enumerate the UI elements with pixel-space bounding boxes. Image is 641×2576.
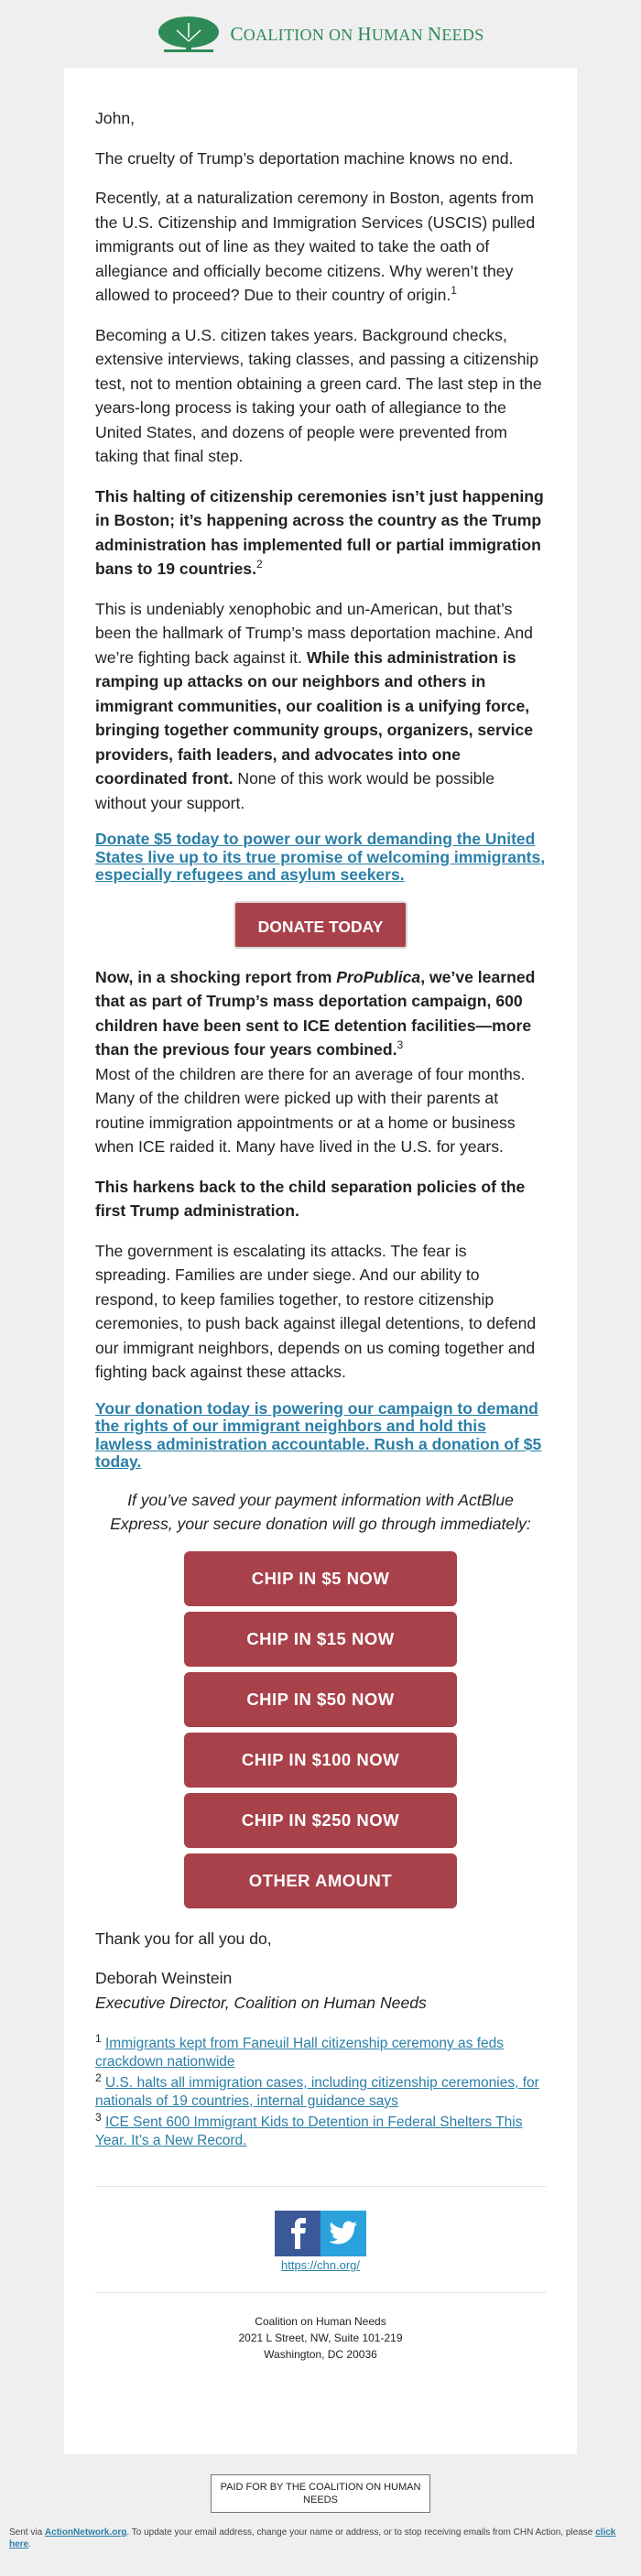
paragraph-4: This halting of citizenship ceremonies isn’t just happening in Boston; it’s happening across the country as the Trump administration has implemented full or partial immigration bans to 19 countries.$^2$ — [95, 486, 544, 578]
other-amount-button[interactable]: OTHER AMOUNT — [184, 1853, 457, 1908]
divider-2 — [95, 2292, 546, 2293]
paragraph-8: The government is escalating its attacks. The fear is spreading. Families are under siege. And our ability to respond, to keep families together, to restore citizenship ceremonies, to push back against illegal detentions, to defend our immigrant neighbors, depends on us coming together and fighting back against these attacks. — [95, 1241, 537, 1381]
paragraph-3: Becoming a U.S. citizen takes years. Background checks, extensive interviews, taking classes, and passing a citizenship test, not to mention obtaining a green card. The last step in the years-long process is taking your oath of allegiance to the United States, and dozens of people were prevented from taking that final step. — [95, 325, 542, 465]
signature-name: Deborah Weinstein — [95, 1969, 233, 1987]
actionnetwork-link[interactable]: ActionNetwork.org — [44, 2527, 127, 2538]
tree-logo-icon — [157, 14, 221, 54]
footnote-2: $^2$ U.S. halts all immigration cases, including citizenship ceremonies, for nationals of 19 countries, internal guidance says — [95, 2071, 539, 2109]
chip-in-15-button[interactable]: CHIP IN $15 NOW — [184, 1612, 457, 1667]
paragraph-7: This harkens back to the child separation policies of the first Trump administration. — [95, 1177, 526, 1220]
paid-for-disclaimer: PAID FOR BY THE COALITION ON HUMAN NEEDS — [211, 2474, 430, 2513]
chip-in-100-button[interactable]: CHIP IN $100 NOW — [184, 1733, 457, 1788]
facebook-icon[interactable] — [275, 2211, 320, 2256]
divider — [95, 2186, 546, 2187]
paragraph-6-rest: Most of the children are there for an average of four months. Many of the children were picked up with their parents at routine immigration appointments or at a home or business when ICE raided it. Many have lived in the U.S. for years. — [95, 1064, 526, 1156]
twitter-icon[interactable] — [320, 2211, 366, 2256]
footnote-link-1[interactable]: Immigrants kept from Faneuil Hall citizenship ceremony as feds crackdown nationwide — [95, 2036, 505, 2070]
chip-in-50-button[interactable]: CHIP IN $50 NOW — [184, 1672, 457, 1727]
paragraph-1: The cruelty of Trump’s deportation machine knows no end. — [95, 148, 514, 168]
mailing-address: Coalition on Human Needs 2021 L Street, NW, Suite 101-219 Washington, DC 20036 — [238, 2315, 403, 2361]
paragraph-2: Recently, at a naturalization ceremony in Boston, agents from the U.S. Citizenship and Immigration Services (USCIS) pulled immigrants out of line as they waited to take the oath of allegiance and officially become citizens. Why weren’t they allowed to proceed? Due to their country of origin.$^1$ — [95, 189, 536, 304]
chip-in-buttons — [95, 1551, 546, 1914]
footnote-link-2[interactable]: U.S. halts all immigration cases, including citizenship ceremonies, for nationals of 19 countries, internal guidance says — [95, 2075, 539, 2109]
donate-link-2[interactable]: Your donation today is powering our campaign to demand the rights of our immigrant neighbors and hold this lawless administration accountable. Rush a donation of $5 today. — [95, 1398, 542, 1471]
sent-via-footer: Sent via ActionNetwork.org. To update your email address, change your name or address, or to stop receiving emails from CHN Action, please click here. — [9, 2527, 616, 2549]
signature-title: Executive Director, Coalition on Human Needs — [95, 1993, 427, 2012]
actblue-note: If you’ve saved your payment information with ActBlue Express, your secure donation will go through immediately: — [110, 1490, 531, 1533]
footnote-link-3[interactable]: ICE Sent 600 Immigrant Kids to Detention in Federal Shelters This Year. It’s a New Record. — [95, 2114, 523, 2148]
paragraph-6: Now, in a shocking report from ProPublica, we’ve learned that as part of Trump’s mass deportation campaign, 600 children have been sent to ICE detention facilities—more than the previous four years combined.$^3$ — [95, 967, 536, 1059]
donate-today-button[interactable]: DONATE TODAY — [234, 901, 407, 949]
chip-in-250-button[interactable]: CHIP IN $250 NOW — [184, 1793, 457, 1848]
unsubscribe-link[interactable]: click here — [9, 2527, 616, 2549]
website-link[interactable]: https://chn.org/ — [281, 2258, 360, 2272]
paragraph-5: This is undeniably xenophobic and un-American, but that’s been the hallmark of Trump’s mass deportation machine. And we’re fighting back against it. While this administration is ramping up attacks on our neighbors and others in immigrant communities, our coalition is a unifying force, bringing together community groups, organizers, service providers, faith leaders, and advocates into one coordinated front. None of this work would be possible without your support. — [95, 599, 534, 812]
closing: Thank you for all you do, — [95, 1929, 272, 1948]
footnote-ref-2: 2 — [255, 558, 263, 571]
org-name: COALITION ON HUMAN NEEDS — [230, 22, 484, 45]
footnote-3: $^3$ ICE Sent 600 Immigrant Kids to Detention in Federal Shelters This Year. It’s a New Record. — [95, 2110, 523, 2148]
footnote-ref-3: 3 — [397, 1038, 404, 1052]
greeting: John, — [95, 109, 136, 127]
social-links — [95, 2211, 546, 2256]
footnote-1: $^1$ Immigrants kept from Faneuil Hall citizenship ceremony as feds crackdown nationwide — [95, 2031, 505, 2070]
footnote-ref-1: 1 — [451, 284, 457, 298]
donate-link-1[interactable]: Donate $5 today to power our work demanding the United States live up to its true promise of welcoming immigrants, especially refugees and asylum seekers. — [95, 830, 546, 884]
org-logo[interactable] — [0, 0, 641, 68]
email-body — [64, 68, 577, 2454]
chip-in-5-button[interactable]: CHIP IN $5 NOW — [184, 1551, 457, 1606]
